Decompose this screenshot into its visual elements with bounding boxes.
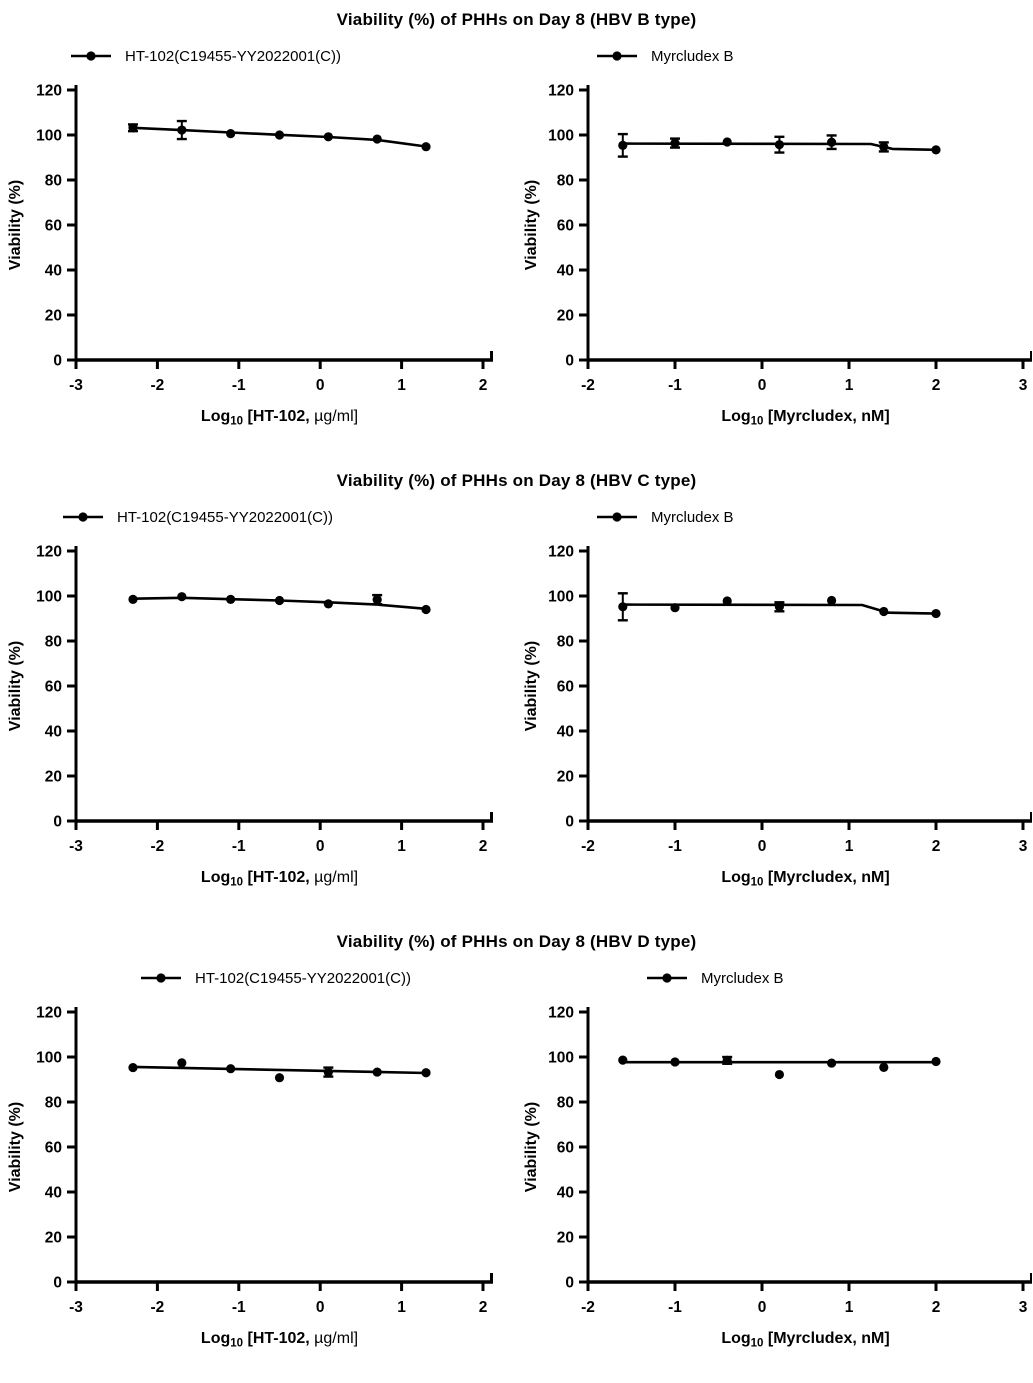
legend-label: Myrcludex B	[701, 969, 784, 987]
legend-marker-icon	[596, 50, 638, 62]
svg-text:3: 3	[1018, 377, 1028, 394]
svg-text:-2: -2	[581, 377, 595, 394]
svg-text:120: 120	[36, 82, 62, 100]
chart-hbv-c-ht102	[0, 491, 516, 904]
svg-text:-3: -3	[69, 377, 83, 394]
legend-label: HT-102(C19455-YY2022001(C))	[117, 508, 333, 526]
svg-text:60: 60	[556, 1139, 574, 1157]
legend-label: HT-102(C19455-YY2022001(C))	[125, 47, 341, 65]
chart-hbv-d-myrcludex	[516, 952, 1032, 1365]
row-title-hbv-c: Viability (%) of PHHs on Day 8 (HBV C type)	[336, 471, 697, 490]
svg-text:80: 80	[44, 633, 62, 651]
svg-text:100: 100	[548, 127, 574, 145]
svg-text:40: 40	[556, 1184, 574, 1202]
svg-text:80: 80	[44, 1094, 62, 1112]
svg-text:0: 0	[757, 1299, 767, 1316]
svg-text:100: 100	[548, 1049, 574, 1067]
svg-text:1: 1	[397, 838, 406, 855]
svg-text:80: 80	[556, 633, 574, 651]
svg-text:80: 80	[44, 172, 62, 190]
svg-text:60: 60	[556, 678, 574, 696]
plot-hbv-d-myrcludex	[516, 990, 1032, 1365]
svg-text:Log10 [HT-102, µg/ml]: Log$_{10}$ [HT-102, µg/ml]	[200, 408, 359, 428]
legend-marker-icon	[140, 972, 182, 984]
svg-text:Log10 [HT-102, µg/ml]: Log$_{10}$ [HT-102, µg/ml]	[200, 1330, 359, 1350]
legend-myrcludex	[516, 966, 1032, 990]
svg-text:40: 40	[556, 262, 574, 280]
legend-marker-icon	[646, 972, 688, 984]
svg-text:Viability (%): Viability (%)	[523, 1101, 540, 1193]
svg-text:40: 40	[44, 723, 62, 741]
svg-text:1: 1	[844, 838, 854, 855]
row-title-hbv-b: Viability (%) of PHHs on Day 8 (HBV B type)	[336, 10, 697, 29]
svg-text:0: 0	[53, 352, 62, 370]
svg-text:-1: -1	[231, 377, 246, 394]
svg-text:3: 3	[1018, 1299, 1028, 1316]
svg-text:2: 2	[931, 377, 941, 394]
svg-text:120: 120	[548, 82, 574, 100]
svg-text:2: 2	[931, 1299, 941, 1316]
legend-myrcludex	[516, 505, 1032, 529]
svg-text:-1: -1	[668, 1299, 682, 1316]
chart-hbv-b-ht102	[0, 30, 516, 443]
legend-ht102	[0, 966, 516, 990]
svg-text:0: 0	[757, 838, 767, 855]
svg-text:2: 2	[931, 838, 941, 855]
svg-text:1: 1	[844, 377, 854, 394]
svg-text:Viability (%): Viability (%)	[7, 640, 24, 732]
svg-text:40: 40	[556, 723, 574, 741]
legend-ht102	[0, 44, 516, 68]
svg-text:20: 20	[556, 307, 574, 325]
row-title-hbv-d: Viability (%) of PHHs on Day 8 (HBV D type)	[336, 932, 697, 951]
chart-hbv-c-myrcludex	[516, 491, 1032, 904]
svg-text:100: 100	[36, 127, 62, 145]
svg-text:20: 20	[44, 1229, 62, 1247]
svg-text:0: 0	[315, 838, 325, 855]
svg-text:Log10 [HT-102, µg/ml]: Log$_{10}$ [HT-102, µg/ml]	[200, 869, 359, 889]
svg-text:-3: -3	[69, 838, 83, 855]
svg-text:80: 80	[556, 1094, 574, 1112]
legend-marker-icon	[62, 511, 104, 523]
plot-hbv-d-ht102	[0, 990, 516, 1365]
chart-hbv-d-ht102	[0, 952, 516, 1365]
svg-text:120: 120	[548, 1004, 574, 1022]
svg-text:-1: -1	[668, 838, 682, 855]
svg-text:2: 2	[478, 838, 488, 855]
svg-text:0: 0	[565, 813, 574, 831]
svg-text:120: 120	[36, 543, 62, 561]
svg-text:-3: -3	[69, 1299, 83, 1316]
plot-hbv-b-myrcludex	[516, 68, 1032, 443]
svg-text:100: 100	[36, 1049, 62, 1067]
svg-text:1: 1	[397, 377, 406, 394]
svg-text:100: 100	[548, 588, 574, 606]
svg-text:80: 80	[556, 172, 574, 190]
chart-row-hbv-b	[0, 0, 1033, 461]
svg-text:0: 0	[565, 352, 574, 370]
svg-text:-2: -2	[150, 838, 165, 855]
plot-hbv-b-ht102	[0, 68, 516, 443]
svg-text:120: 120	[548, 543, 574, 561]
legend-label: Myrcludex B	[651, 47, 734, 65]
svg-text:-2: -2	[150, 377, 165, 394]
svg-text:0: 0	[757, 377, 767, 394]
svg-text:-1: -1	[231, 838, 246, 855]
svg-text:-2: -2	[581, 1299, 595, 1316]
svg-text:Viability (%): Viability (%)	[523, 640, 540, 732]
plot-hbv-c-myrcludex	[516, 529, 1032, 904]
svg-text:0: 0	[53, 1274, 62, 1292]
svg-text:Log10 [Myrcludex, nM]: Log$_{10}$ [Myrcludex, nM]	[721, 1330, 890, 1350]
svg-text:120: 120	[36, 1004, 62, 1022]
svg-text:Viability (%): Viability (%)	[7, 179, 24, 271]
svg-text:20: 20	[44, 307, 62, 325]
svg-text:-1: -1	[231, 1299, 246, 1316]
svg-text:2: 2	[478, 377, 488, 394]
svg-text:0: 0	[53, 813, 62, 831]
chart-row-hbv-c	[0, 461, 1033, 922]
svg-text:20: 20	[556, 1229, 574, 1247]
plot-hbv-c-ht102	[0, 529, 516, 904]
legend-myrcludex	[516, 44, 1032, 68]
svg-text:40: 40	[44, 1184, 62, 1202]
svg-text:Viability (%): Viability (%)	[523, 179, 540, 271]
chart-hbv-b-myrcludex	[516, 30, 1032, 443]
svg-text:Log10 [Myrcludex, nM]: Log$_{10}$ [Myrcludex, nM]	[721, 408, 890, 428]
legend-ht102	[0, 505, 516, 529]
svg-text:1: 1	[397, 1299, 406, 1316]
svg-text:20: 20	[44, 768, 62, 786]
svg-text:3: 3	[1018, 838, 1028, 855]
svg-text:Log10 [Myrcludex, nM]: Log$_{10}$ [Myrcludex, nM]	[721, 869, 890, 889]
legend-label: Myrcludex B	[651, 508, 734, 526]
svg-text:Viability (%): Viability (%)	[7, 1101, 24, 1193]
svg-text:-2: -2	[581, 838, 595, 855]
svg-text:60: 60	[44, 1139, 62, 1157]
svg-text:1: 1	[844, 1299, 854, 1316]
svg-text:20: 20	[556, 768, 574, 786]
svg-text:2: 2	[478, 1299, 488, 1316]
legend-marker-icon	[70, 50, 112, 62]
svg-text:0: 0	[315, 1299, 325, 1316]
legend-marker-icon	[596, 511, 638, 523]
svg-text:100: 100	[36, 588, 62, 606]
svg-text:60: 60	[44, 217, 62, 235]
legend-label: HT-102(C19455-YY2022001(C))	[195, 969, 411, 987]
svg-text:60: 60	[44, 678, 62, 696]
svg-text:0: 0	[315, 377, 325, 394]
svg-text:40: 40	[44, 262, 62, 280]
chart-row-hbv-d	[0, 922, 1033, 1383]
svg-text:0: 0	[565, 1274, 574, 1292]
svg-text:-1: -1	[668, 377, 682, 394]
svg-text:60: 60	[556, 217, 574, 235]
svg-text:-2: -2	[150, 1299, 165, 1316]
